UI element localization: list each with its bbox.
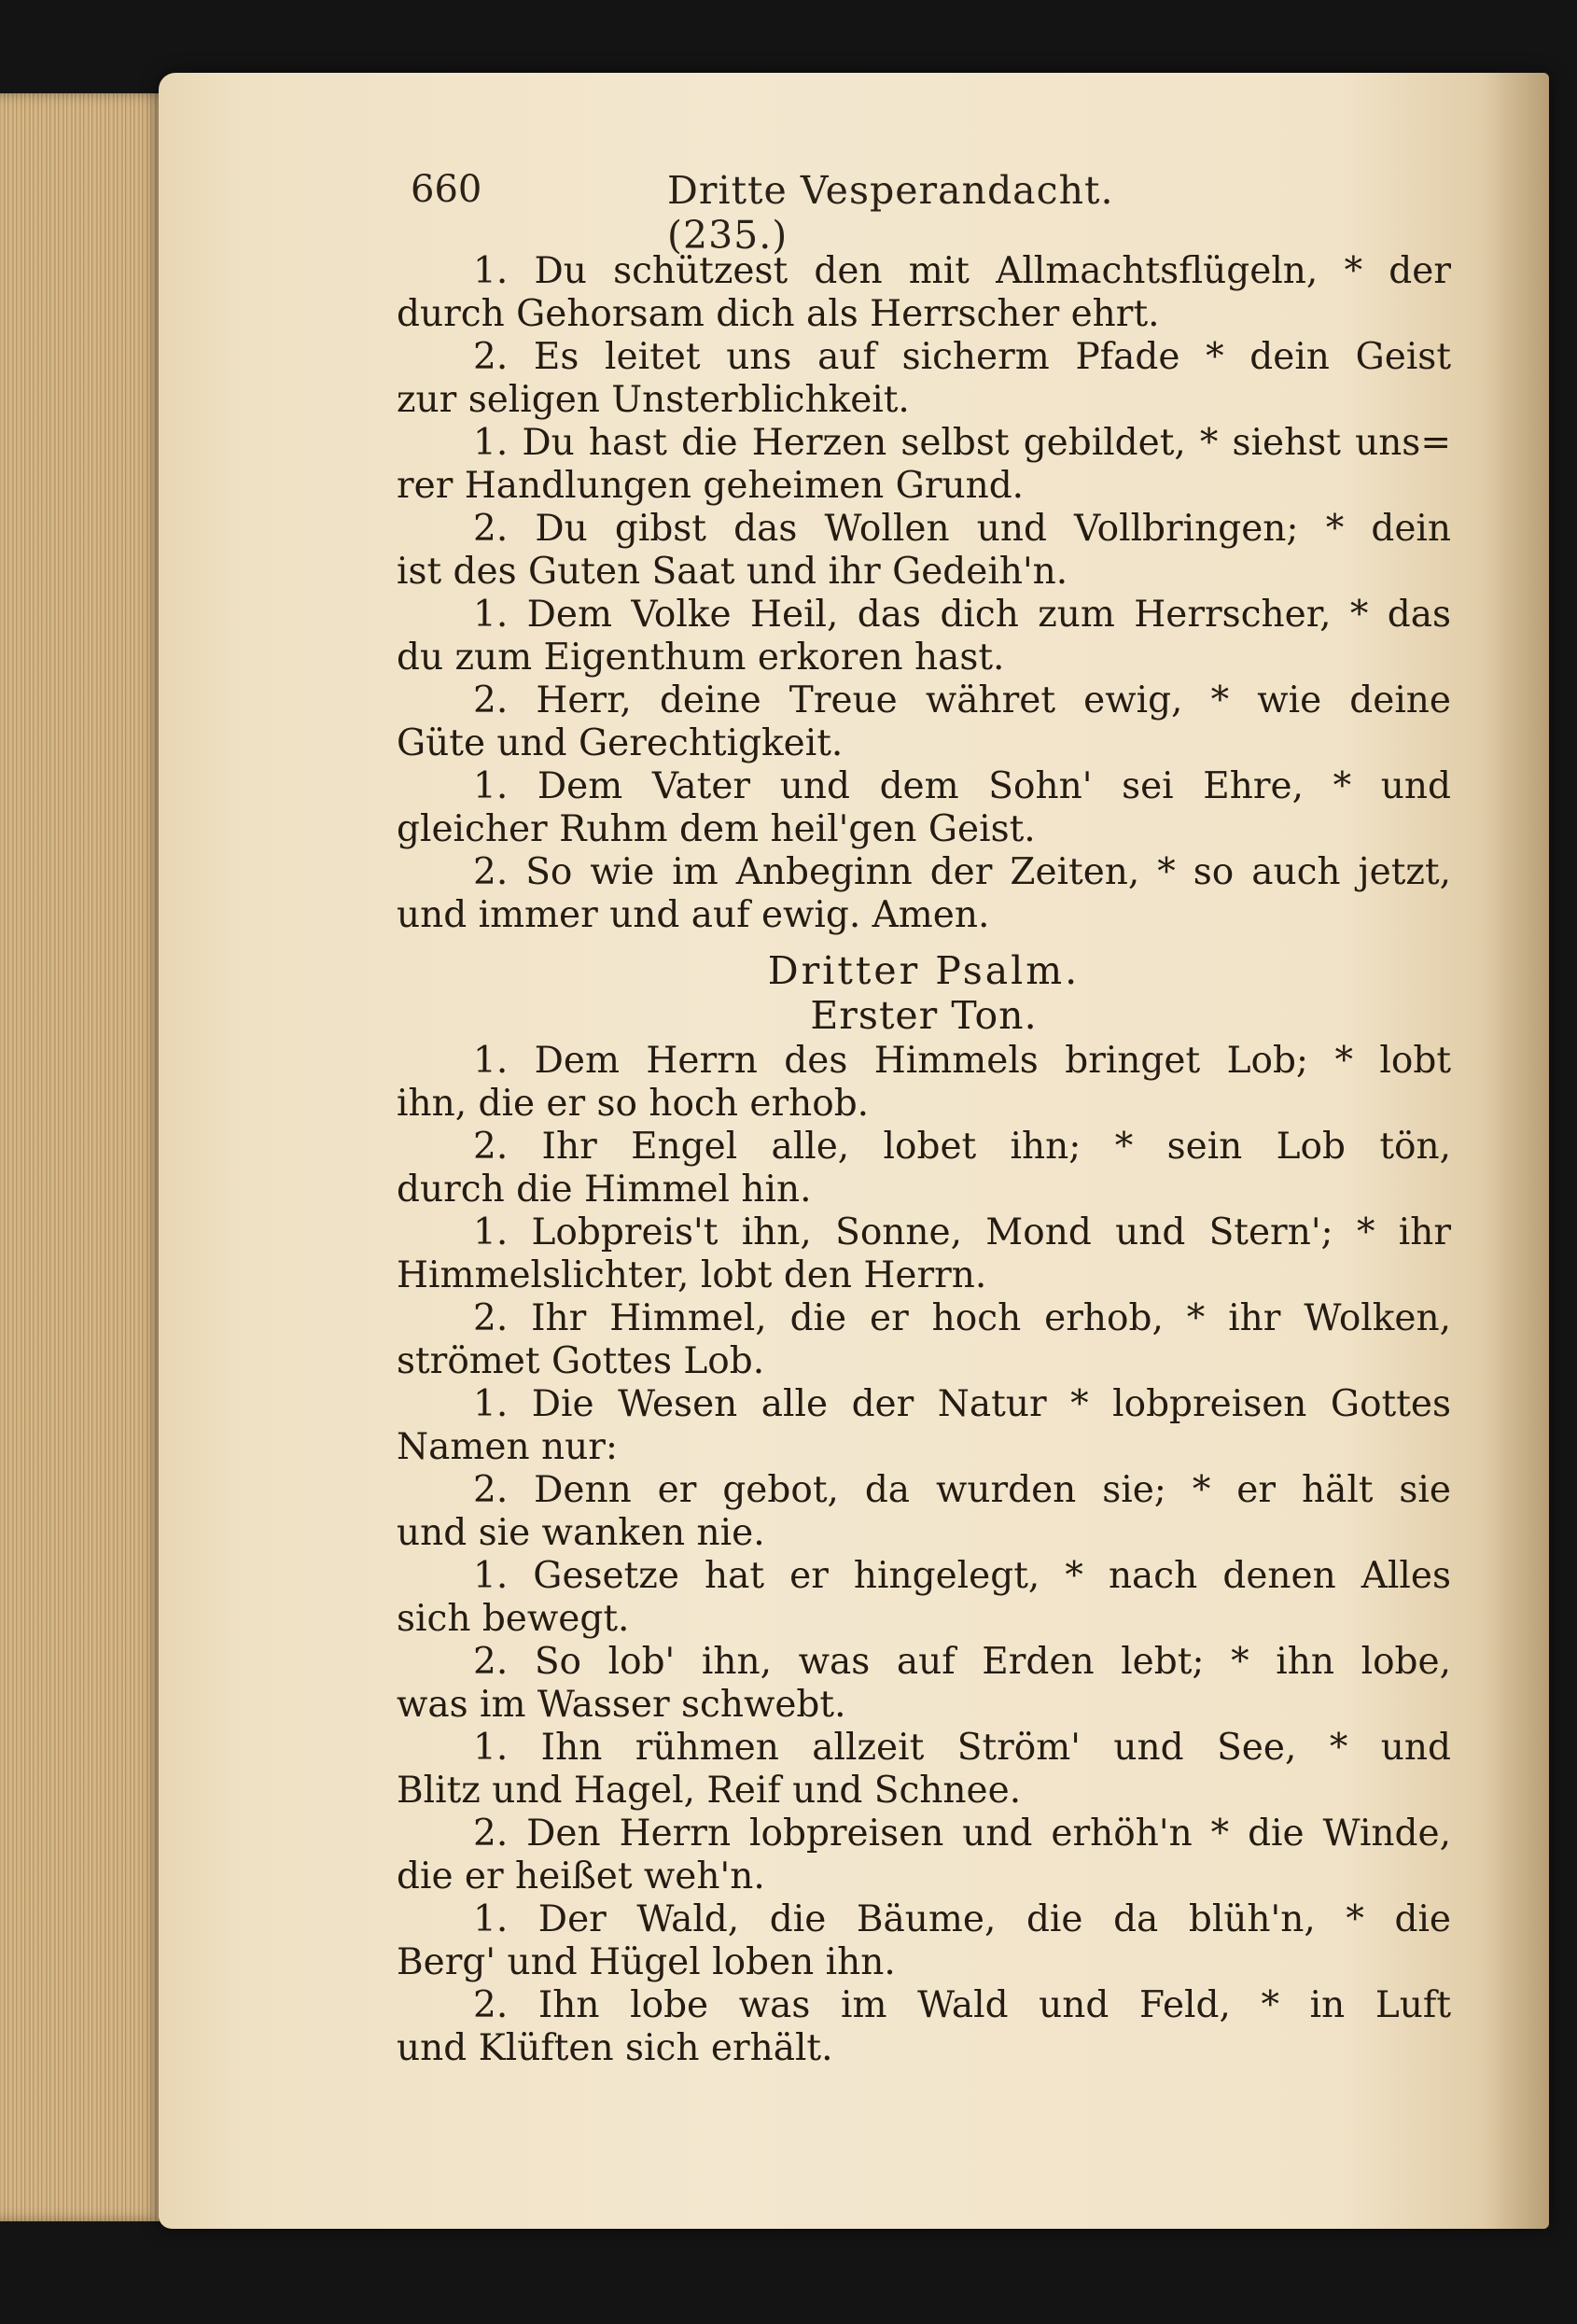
- verse-line: Himmelslichter, lobt den Herrn.: [397, 1254, 987, 1296]
- verse-line: 2. Es leitet uns auf sicherm Pfade * dein Geist: [473, 336, 1451, 378]
- verse-line: 1. Dem Volke Heil, das dich zum Herrscher, * das: [473, 594, 1451, 636]
- verse-line: Blitz und Hagel, Reif und Schnee.: [397, 1770, 1022, 1812]
- verse-line: Güte und Gerechtigkeit.: [397, 722, 844, 764]
- section-two: [397, 1040, 1451, 2070]
- verse-line: 1. Dem Vater und dem Sohn' sei Ehre, * und: [473, 765, 1451, 807]
- verse-line: zur seligen Unsterblichkeit.: [397, 379, 910, 421]
- verse-line: 2. Denn er gebot, da wurden sie; * er hält sie: [473, 1469, 1451, 1511]
- verse-line: Berg' und Hügel loben ihn.: [397, 1941, 896, 1983]
- page-number: 660: [411, 168, 482, 211]
- verse-line: durch die Himmel hin.: [397, 1169, 812, 1211]
- verse-line: 2. So wie im Anbeginn der Zeiten, * so auch jetzt,: [473, 851, 1451, 893]
- page-header: [252, 163, 1185, 258]
- verse-line: ist des Guten Saat und ihr Gedeih'n.: [397, 551, 1068, 593]
- running-head: Dritte Vesperandacht. (235.): [667, 168, 1114, 258]
- verse-line: Namen nur:: [397, 1426, 618, 1468]
- verse-line: 1. Gesetze hat er hingelegt, * nach denen Alles: [473, 1555, 1451, 1597]
- verse-line: durch Gehorsam dich als Herrscher ehrt.: [397, 293, 1160, 335]
- verse-line: 1. Du schützest den mit Allmachtsflügeln, * der: [473, 250, 1451, 292]
- verse-line: ihn, die er so hoch erhob.: [397, 1083, 870, 1125]
- tone-heading: Erster Ton.: [810, 993, 1038, 1038]
- verse-line: 1. Dem Herrn des Himmels bringet Lob; * lobt: [473, 1040, 1451, 1082]
- verse-line: und immer und auf ewig. Amen.: [397, 894, 990, 936]
- verse-line: 2. Ihr Himmel, die er hoch erhob, * ihr Wolken,: [473, 1297, 1451, 1339]
- text-block: [397, 250, 1451, 2070]
- verse-line: gleicher Ruhm dem heil'gen Geist.: [397, 808, 1036, 850]
- section-one: [397, 250, 1451, 937]
- page-gutter: [1484, 73, 1549, 2229]
- verse-line: strömet Gottes Lob.: [397, 1340, 765, 1382]
- verse-line: 2. Den Herrn lobpreisen und erhöh'n * die Winde,: [473, 1813, 1451, 1855]
- verse-line: 1. Ihn rühmen allzeit Ström' und See, * und: [473, 1727, 1451, 1769]
- verse-line: du zum Eigenthum erkoren hast.: [397, 637, 1005, 679]
- verse-line: und sie wanken nie.: [397, 1512, 765, 1554]
- verse-line: 2. Du gibst das Wollen und Vollbringen; * dein: [473, 508, 1451, 550]
- verse-line: 2. Herr, deine Treue währet ewig, * wie deine: [473, 679, 1451, 721]
- verse-line: 1. Du hast die Herzen selbst gebildet, * siehst uns=: [473, 422, 1451, 464]
- verse-line: und Klüften sich erhält.: [397, 2027, 833, 2069]
- verse-line: 2. Ihn lobe was im Wald und Feld, * in Luft: [473, 1984, 1451, 2026]
- verse-line: die er heißet weh'n.: [397, 1855, 765, 1897]
- verse-line: rer Handlungen geheimen Grund.: [397, 465, 1025, 507]
- verse-line: 2. So lob' ihn, was auf Erden lebt; * ihn lobe,: [473, 1641, 1451, 1683]
- verse-line: 1. Der Wald, die Bäume, die da blüh'n, * die: [473, 1898, 1451, 1940]
- page-edges: [0, 93, 177, 2221]
- verse-line: sich bewegt.: [397, 1598, 630, 1640]
- verse-line: was im Wasser schwebt.: [397, 1684, 846, 1726]
- verse-line: 2. Ihr Engel alle, lobet ihn; * sein Lob tön,: [473, 1126, 1451, 1168]
- verse-line: 1. Lobpreis't ihn, Sonne, Mond und Stern'; * ihr: [473, 1211, 1451, 1253]
- verse-line: 1. Die Wesen alle der Natur * lobpreisen Gottes: [473, 1383, 1451, 1425]
- psalm-heading: Dritter Psalm.: [767, 948, 1081, 993]
